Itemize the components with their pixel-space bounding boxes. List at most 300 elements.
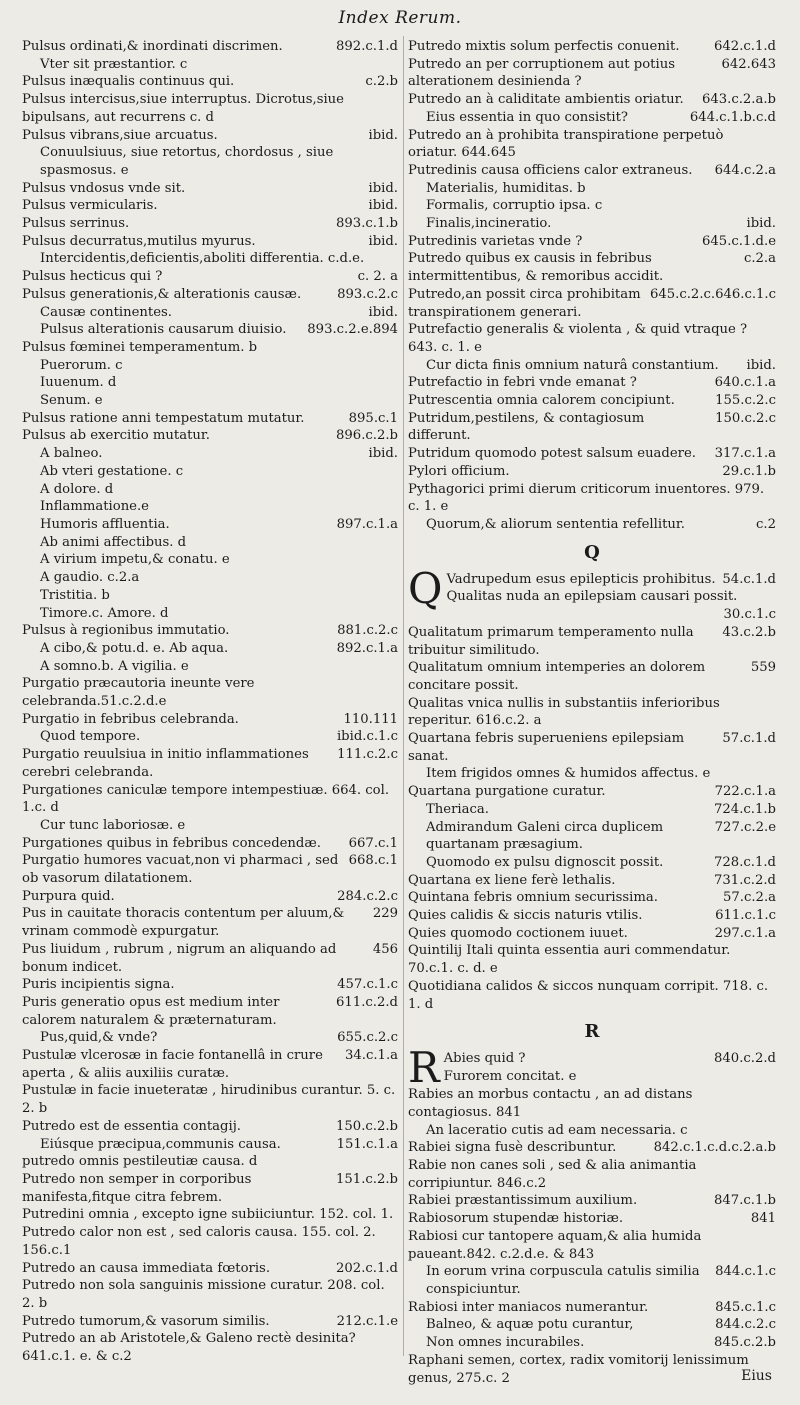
entry-text: Non omnes incurabiles. [426,1335,585,1351]
index-entry [22,1171,398,1206]
entry-reference: 655.c.2.c [337,1030,398,1046]
entry-reference: 150.c.2.c [715,410,776,426]
entry-text: Pulsus ratione anni tempestatum mutatur. [22,410,305,426]
index-entry [22,197,398,215]
entry-text: Timore.c. Amore. d [40,605,169,621]
entry-reference: 150.c.2.b [336,1118,398,1134]
index-entry [408,1192,776,1210]
entry-reference: 722.c.1.a [714,784,776,800]
index-entry [22,1047,398,1082]
entry-text: Purgationes caniculæ tempore intempestiuæ. 664. col. 1.c. d [22,782,390,816]
entry-text: Pulsus hecticus qui ? [22,269,163,285]
entry-reference: 57.c.2.a [723,890,776,906]
entry-text: Pus liuidum , rubrum , nigrum an aliquando ad bonum indicet. [22,941,337,975]
index-entry [408,1210,776,1228]
index-entry [408,907,776,925]
entry-text: A balneo. [40,446,103,462]
entry-reference: ibid. [368,233,398,249]
entry-reference: ibid. [368,180,398,196]
entry-reference: 57.c.1.d [722,731,776,747]
entry-reference: c. 2. a [357,269,398,285]
index-entry [408,38,776,56]
index-entry [408,942,776,977]
entry-text: Intercidentis,deficientis,aboliti differentia. c.d.e. [40,251,365,267]
entry-reference: 892.c.1.a [336,640,398,656]
index-entry [22,622,398,640]
index-entry [408,286,776,321]
entry-text: Admirandum Galeni circa duplicem quartanam præsagium. [426,819,664,853]
entry-text: Pulsus intercisus,siue interruptus. Dicrotus,siue bipulsans, aut recurrens c. d [22,92,344,125]
letter-heading-q: Q [584,541,600,563]
p-entries [408,38,776,534]
q-second-ref: 30.c.1.c [723,607,776,623]
entry-text: Putrescentia omnia calorem concipiunt. [408,393,675,409]
entry-reference: 645.c.2.c.646.c.1.c [649,286,776,302]
entry-reference: 881.c.2.c [337,623,398,639]
entry-text: Purgatio reuulsiua in initio inflammationes cerebri celebranda. [22,747,309,780]
letter-heading-r: R [584,1021,600,1043]
entry-text: Putredo non semper in corporibus manifesta,fitque citra febrem. [22,1172,252,1205]
column-divider [403,36,404,1356]
index-entry [22,268,398,286]
entry-text: Pulsus inæqualis continuus qui. [22,74,235,90]
index-entry [22,1330,398,1365]
entry-text: A cibo,& potu.d. e. Ab aqua. [40,640,229,656]
entry-reference: c.2 [756,516,776,532]
entry-text: Quies quomodo coctionem iuuet. [408,925,628,941]
entry-text: Pulsus generationis,& alterationis causæ. [22,286,302,302]
entry-reference: 845.c.1.c [715,1299,776,1315]
r-first-entry [408,1043,776,1093]
entry-text: A virium impetu,& conatu. e [40,552,230,568]
entry-text: Iuuenum. d [40,375,117,391]
entry-text: Putredo an à caliditate ambientis oriatur. [408,92,684,108]
entry-text: Materialis, humiditas. b [426,180,586,196]
entry-text: An laceratio cutis ad eam necessaria. c [426,1122,688,1138]
entry-reference: 229 [372,906,398,922]
entry-text: Putredinis causa officiens calor extraneus. [408,162,693,178]
entry-text: Pulsus à regionibus immutatio. [22,623,230,639]
entry-text: Raphani semen, cortex, radix vomitorij lenissimum genus, 275.c. 2 [408,1352,749,1386]
entry-text: Pulsus vndosus vnde sit. [22,180,186,196]
entry-text: Purgationes quibus in febribus concedendæ. [22,835,321,851]
index-entry [408,1139,776,1157]
index-entry [408,321,776,356]
index-entry [22,1082,398,1117]
entry-reference: 457.c.1.c [337,977,398,993]
index-entry [408,516,776,534]
entry-reference: ibid. [368,304,398,320]
index-entry [22,427,398,445]
index-entry [22,569,398,587]
entry-text: Qualitatum primarum temperamento nulla tribuitur similitudo. [408,624,694,658]
index-entry [408,357,776,375]
index-entry [408,1122,776,1140]
index-entry [22,374,398,392]
entry-text: Conuulsiuus, siue retortus, chordosus , siue spasmosus. e [40,145,334,178]
entry-text: Tristitia. b [40,587,110,603]
entry-text: Putredo tumorum,& vasorum similis. [22,1313,270,1329]
entry-reference: 667.c.1 [348,835,398,851]
index-entry [22,410,398,428]
entry-text: Pulsus fœminei temperamentum. b [22,339,258,355]
index-entry [22,144,398,179]
index-entry [22,835,398,853]
entry-text: Pulsus alterationis causarum diuisio. [40,322,287,338]
index-entry [22,1029,398,1047]
index-entry [408,1263,776,1298]
index-entry [408,730,776,765]
entry-text: Eiúsque præcipua,communis causa. [40,1136,281,1152]
entry-reference: 611.c.1.c [715,908,776,924]
entry-text: Theriaca. [426,801,489,817]
entry-text: Inflammatione.e [40,499,149,515]
index-entry [408,695,776,730]
entry-text: Eius essentia in quo consistit? [426,109,628,125]
index-entry [408,978,776,1013]
entry-reference: 724.c.1.b [714,801,776,817]
entry-text: Ab vteri gestatione. c [40,463,184,479]
index-entry [22,1313,398,1331]
index-entry [22,1136,398,1154]
index-entry [22,817,398,835]
index-entry [22,304,398,322]
index-entry [408,445,776,463]
entry-reference: 897.c.1.a [336,516,398,532]
entry-reference: 640.c.1.a [714,375,776,391]
entry-text: Putredinis varietas vnde ? [408,233,583,249]
entry-text: Putredo,an possit circa prohibitam transpirationem generari. [408,286,641,320]
drop-cap-q: Q [408,563,443,613]
index-entry [22,675,398,710]
entry-text: Quod tempore. [40,729,141,745]
entry-text: Ab animi affectibus. d [40,534,187,550]
entry-text: A somno.b. A vigilia. e [40,658,189,674]
entry-text: Putredo quibus ex causis in febribus intermittentibus, & remoribus accidit. [408,251,664,285]
entry-text: Pylori officium. [408,463,510,479]
entry-text: A dolore. d [40,481,114,497]
entry-reference: ibid. [368,446,398,462]
q-first-ref: 54.c.1.d [722,571,776,587]
entry-reference: 559 [750,660,776,676]
index-entry [408,180,776,198]
index-entry [408,925,776,943]
entry-text: Puerorum. c [40,357,123,373]
index-entry [22,905,398,940]
left-column [22,38,398,1366]
entry-reference: 842.c.1.c.d.c.2.a.b [653,1140,776,1156]
entry-text: Rabies an morbus contactu , an ad distans contagiosus. 841 [408,1087,693,1120]
entry-reference: 43.c.2.b [722,624,776,640]
r-first-text: Abies quid ? [443,1051,526,1067]
entry-reference: 317.c.1.a [714,446,776,462]
q-first-entry [408,563,776,624]
index-entry [22,711,398,729]
index-entry [408,1157,776,1192]
entry-reference: 731.c.2.d [714,872,776,888]
entry-reference: ibid.c.1.c [336,729,398,745]
entry-text: Putrefactio in febri vnde emanat ? [408,375,637,391]
entry-text: Causæ continentes. [40,304,172,320]
entry-text: Putredo an causa immediata fœtoris. [22,1260,271,1276]
entry-text: Cur tunc laboriosæ. e [40,817,186,833]
entry-reference: 110.111 [343,711,398,727]
index-entry [22,56,398,74]
entry-text: Pulsus ab exercitio mutatur. [22,428,210,444]
index-entry [408,463,776,481]
entry-reference: 151.c.1.a [336,1136,398,1152]
index-entry [22,941,398,976]
entry-text: Cur dicta finis omnium naturâ constantium. [426,357,719,373]
index-entry [408,872,776,890]
entry-reference: 845.c.2.b [714,1335,776,1351]
index-entry [22,728,398,746]
index-entry [408,624,776,659]
entry-text: Qualitas vnica nullis in substantiis inferioribus reperitur. 616.c.2. a [408,695,720,729]
entry-reference: 728.c.1.d [714,854,776,870]
index-entry [408,410,776,445]
entry-text: Rabiei præstantissimum auxilium. [408,1193,638,1209]
entry-text: Putrefactio generalis & violenta , & quid vtraque ? 643. c. 1. e [408,322,748,355]
entry-text: Rabiosi cur tantopere aquam,& alia humida paueant.842. c.2.d.e. & 843 [408,1228,702,1262]
index-entry [408,1316,776,1334]
index-entry [22,91,398,126]
entry-reference: 29.c.1.b [722,463,776,479]
entry-text: Rabiei signa fusè describuntur. [408,1140,617,1156]
index-entry [408,1299,776,1317]
index-entry [22,605,398,623]
entry-text: Putredo non sola sanguinis missione curatur. 208. col. 2. b [22,1278,385,1311]
entry-text: Humoris affluentia. [40,516,170,532]
index-entry [408,1352,776,1387]
index-entry [22,782,398,817]
index-entry [22,516,398,534]
entry-text: Quartana ex liene ferè lethalis. [408,872,616,888]
entry-text: Quorum,& aliorum sententia refellitur. [426,516,685,532]
entry-text: Pustulæ vlcerosæ in facie fontanellâ in crure aperta , & aliis auxiliis curatæ. [22,1048,323,1081]
entry-text: A gaudio. c.2.a [40,570,140,586]
entry-reference: 611.c.2.d [336,994,398,1010]
entry-reference: 212.c.1.e [336,1313,398,1329]
entry-reference: ibid. [746,216,776,232]
index-entry [22,392,398,410]
index-entry [408,127,776,162]
entry-reference: 642.643 [721,56,776,72]
index-entry [408,659,776,694]
index-entry [22,658,398,676]
entry-reference: 284.c.2.c [337,888,398,904]
index-entry [22,233,398,251]
entry-reference: ibid. [368,198,398,214]
entry-reference: 727.c.2.e [714,819,776,835]
index-entry [22,286,398,304]
index-entry [22,1260,398,1278]
index-entry [22,463,398,481]
q-first-text: Vadrupedum esus epilepticis prohibitus. [446,571,716,587]
page-header: Index Rerum. [338,8,462,28]
right-column [408,38,776,1387]
index-entry [408,197,776,215]
index-entry [22,498,398,516]
index-entry [408,765,776,783]
entry-reference: 893.c.2.e.894 [307,322,398,338]
entry-reference: 155.c.2.c [715,393,776,409]
entry-reference: c.2.b [365,74,398,90]
entry-reference: 896.c.2.b [336,428,398,444]
entry-text: putredo omnis pestileutiæ causa. d [22,1154,258,1170]
entry-text: Pulsus decurratus,mutilus myurus. [22,233,256,249]
index-entry [22,445,398,463]
index-entry [408,1334,776,1352]
index-entry [22,357,398,375]
entry-text: Pythagorici primi dierum criticorum inuentores. 979. c. 1. e [408,481,765,515]
entry-text: Quartana febris superueniens epilepsiam sanat. [408,731,685,764]
entry-text: Putredo mixtis solum perfectis conuenit. [408,39,680,54]
entry-text: Putredo an à prohibita transpiratione perpetuò oriatur. 644.645 [408,127,724,161]
entry-reference: 844.c.1.c [715,1264,776,1280]
entry-reference: 893.c.2.c [337,286,398,302]
index-entry [22,250,398,268]
index-entry [408,854,776,872]
entry-text: Putredo est de essentia contagij. [22,1118,241,1134]
entry-text: In eorum vrina corpuscula catulis similia conspiciuntur. [426,1264,700,1297]
index-entry [22,1206,398,1224]
entry-text: Balneo, & aquæ potu curantur, [426,1317,634,1333]
entry-reference: ibid. [368,127,398,143]
index-entry [22,1118,398,1136]
entry-text: Rabiosorum stupendæ historiæ. [408,1211,624,1227]
entry-reference: 34.c.1.a [345,1048,398,1064]
entry-text: Pus,quid,& vnde? [40,1030,158,1046]
index-entry [22,888,398,906]
entry-text: Purpura quid. [22,888,115,904]
entry-text: Quintana febris omnium securissima. [408,890,658,906]
entry-text: Quartana purgatione curatur. [408,784,606,800]
entry-text: Quotidiana calidos & siccos nunquam corripit. 718. c. 1. d [408,978,769,1012]
entry-text: Quintilij Itali quinta essentia auri commendatur. 70.c.1. c. d. e [408,943,731,977]
entry-text: Vter sit præstantior. c [40,56,188,72]
entry-text: Pulsus ordinati,& inordinati discrimen. [22,39,283,54]
entry-text: Puris incipientis signa. [22,977,175,993]
entry-reference: 644.c.1.b.c.d [689,109,776,125]
entry-reference: 644.c.2.a [714,162,776,178]
entry-reference: 151.c.2.b [336,1172,398,1187]
entry-text: Quomodo ex pulsu dignoscit possit. [426,854,664,870]
index-entry [22,339,398,357]
index-entry [22,215,398,233]
entry-text: Formalis, corruptio ipsa. c [426,198,603,214]
entry-reference: ibid. [746,357,776,373]
index-entry [22,994,398,1029]
index-entry [408,162,776,180]
entry-text: Putredo calor non est , sed caloris causa. 155. col. 2. 156.c.1 [22,1225,376,1258]
entry-reference: 111.c.2.c [337,747,398,763]
index-entry [22,640,398,658]
entry-reference: c.2.a [743,251,776,267]
entry-reference: 297.c.1.a [714,925,776,941]
index-entry [408,481,776,516]
entry-reference: 847.c.1.b [714,1193,776,1209]
entry-text: Item frigidos omnes & humidos affectus. e [426,766,711,782]
index-entry [408,889,776,907]
index-entry [408,819,776,854]
index-entry [22,1224,398,1259]
entry-reference: 202.c.1.d [336,1260,398,1276]
drop-cap-r: R [408,1043,440,1093]
index-entry [408,1086,776,1121]
index-entry [408,109,776,127]
entry-text: Putredo an per corruptionem aut potius alterationem desinienda ? [408,56,675,90]
entry-reference: 844.c.2.c [715,1317,776,1333]
index-entry [408,392,776,410]
index-entry [22,746,398,781]
r-first-ref: 840.c.2.d [714,1051,776,1067]
index-entry [22,73,398,91]
entry-text: Purgatio humores vacuat,non vi pharmaci , sed ob vasorum dilatationem. [22,853,339,887]
entry-text: Puris generatio opus est medium inter calorem naturalem & præternaturam. [22,994,280,1028]
entry-text: Quies calidis & siccis naturis vtilis. [408,908,643,924]
index-entry [408,91,776,109]
catchword: Eius [741,1368,772,1384]
entry-text: Pulsus vermicularis. [22,198,158,214]
index-entry [408,233,776,251]
entry-text: Pulsus serrinus. [22,216,130,232]
entry-text: Putridum quomodo potest salsum euadere. [408,446,696,462]
index-entry [408,783,776,801]
entry-text: Pus in cauitate thoracis contentum per aluum,& vrinam commodè expurgatur. [22,906,345,940]
entry-reference: 893.c.1.b [336,216,398,232]
entry-text: Pulsus vibrans,siue arcuatus. [22,127,218,143]
r-entries [408,1086,776,1387]
entry-reference: 892.c.1.d [336,39,398,54]
entry-text: Purgatio præcautoria ineunte vere celebranda.51.c.2.d.e [22,676,255,710]
entry-text: Rabiosi inter maniacos numerantur. [408,1299,649,1315]
index-entry [22,127,398,145]
entry-reference: 895.c.1 [348,410,398,426]
index-entry [22,180,398,198]
entry-text: Qualitatum omnium intemperies an dolorem concitare possit. [408,660,706,693]
entry-text: Purgatio in febribus celebranda. [22,711,239,727]
index-entry [22,551,398,569]
entry-text: Putredo an ab Aristotele,& Galeno rectè desinita? 641.c.1. e. & c.2 [22,1331,356,1365]
entry-reference: 456 [372,941,398,957]
entry-reference: 643.c.2.a.b [701,92,776,108]
index-entry [408,215,776,233]
entry-text: Rabie non canes soli , sed & alia animantia corripiuntur. 846.c.2 [408,1158,697,1191]
entry-reference: 645.c.1.d.e [702,233,776,249]
entry-reference: 642.c.1.d [714,39,776,54]
index-entry [22,976,398,994]
index-entry [408,56,776,91]
index-entry [408,1228,776,1263]
q-second-text: Qualitas nuda an epilepsiam causari possit. [446,589,738,605]
entry-text: Putredini omnia , excepto igne subiiciuntur. 152. col. 1. [22,1207,394,1223]
index-entry [22,534,398,552]
entry-text: Finalis,incineratio. [426,216,552,232]
entry-text: Pustulæ in facie inueteratæ , hirudinibus curantur. 5. c. 2. b [22,1083,396,1117]
entry-text: Putridum,pestilens, & contagiosum differunt. [408,410,645,444]
entry-text: Senum. e [40,393,103,409]
index-entry [408,250,776,285]
r-second-text: Furorem concitat. e [443,1068,577,1084]
entry-reference: 841 [750,1211,776,1227]
index-entry [22,321,398,339]
index-entry [22,481,398,499]
entry-reference: 668.c.1 [348,853,398,869]
index-entry [22,1153,398,1171]
q-entries [408,624,776,1013]
index-entry [22,852,398,887]
